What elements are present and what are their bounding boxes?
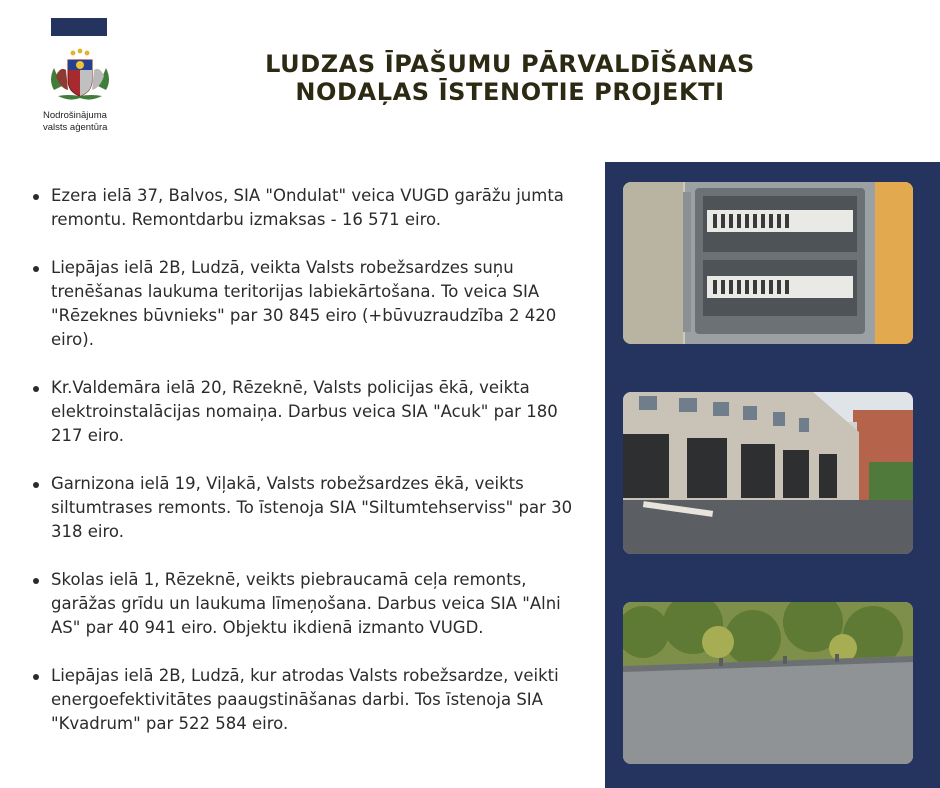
coat-of-arms-icon	[40, 46, 120, 106]
project-item: Ezera ielā 37, Balvos, SIA "Ondulat" veica VUGD garāžu jumta remontu. Remontdarbu izmaksas - 16 571 eiro.	[28, 184, 588, 232]
project-item: Skolas ielā 1, Rēzeknē, veikts piebraucamā ceļa remonts, garāžas grīdu un laukuma līmeņošana. Darbus veica SIA "Alni AS" par 40 941 eiro. Objektu ikdienā izmanto VUGD.	[28, 568, 588, 640]
project-item: Garnizona ielā 19, Viļakā, Valsts robežsardzes ēkā, veikts siltumtrases remonts. To īstenoja SIA "Siltumtehserviss" par 30 318 eiro.	[28, 472, 588, 544]
agency-name	[43, 110, 133, 134]
flat-roof-photo	[623, 602, 913, 764]
project-item: Liepājas ielā 2B, Ludzā, kur atrodas Valsts robežsardze, veikti energoefektivitātes paaugstināšanas darbi. Tos īstenoja SIA "Kvadrum" par 522 584 eiro.	[28, 664, 588, 736]
electrical-panel-photo	[623, 182, 913, 344]
page-title	[220, 50, 800, 106]
header-accent-bar	[51, 18, 107, 36]
garage-building-photo	[623, 392, 913, 554]
page-title-line1: LUDZAS ĪPAŠUMU PĀRVALDĪŠANAS	[265, 50, 755, 78]
agency-name-line1: Nodrošinājuma	[43, 110, 107, 121]
agency-name-line2: valsts aģentūra	[43, 122, 108, 133]
project-list	[28, 184, 588, 760]
page-title-line2: NODAĻAS ĪSTENOTIE PROJEKTI	[295, 78, 725, 106]
project-item: Kr.Valdemāra ielā 20, Rēzeknē, Valsts policijas ēkā, veikta elektroinstalācijas nomaiņa. Darbus veica SIA "Acuk" par 180 217 eiro.	[28, 376, 588, 448]
project-item: Liepājas ielā 2B, Ludzā, veikta Valsts robežsardzes suņu trenēšanas laukuma teritorijas labiekārtošana. To veica SIA "Rēzeknes būvnieks" par 30 845 eiro (+būvuzraudzība 2 420 eiro).	[28, 256, 588, 352]
